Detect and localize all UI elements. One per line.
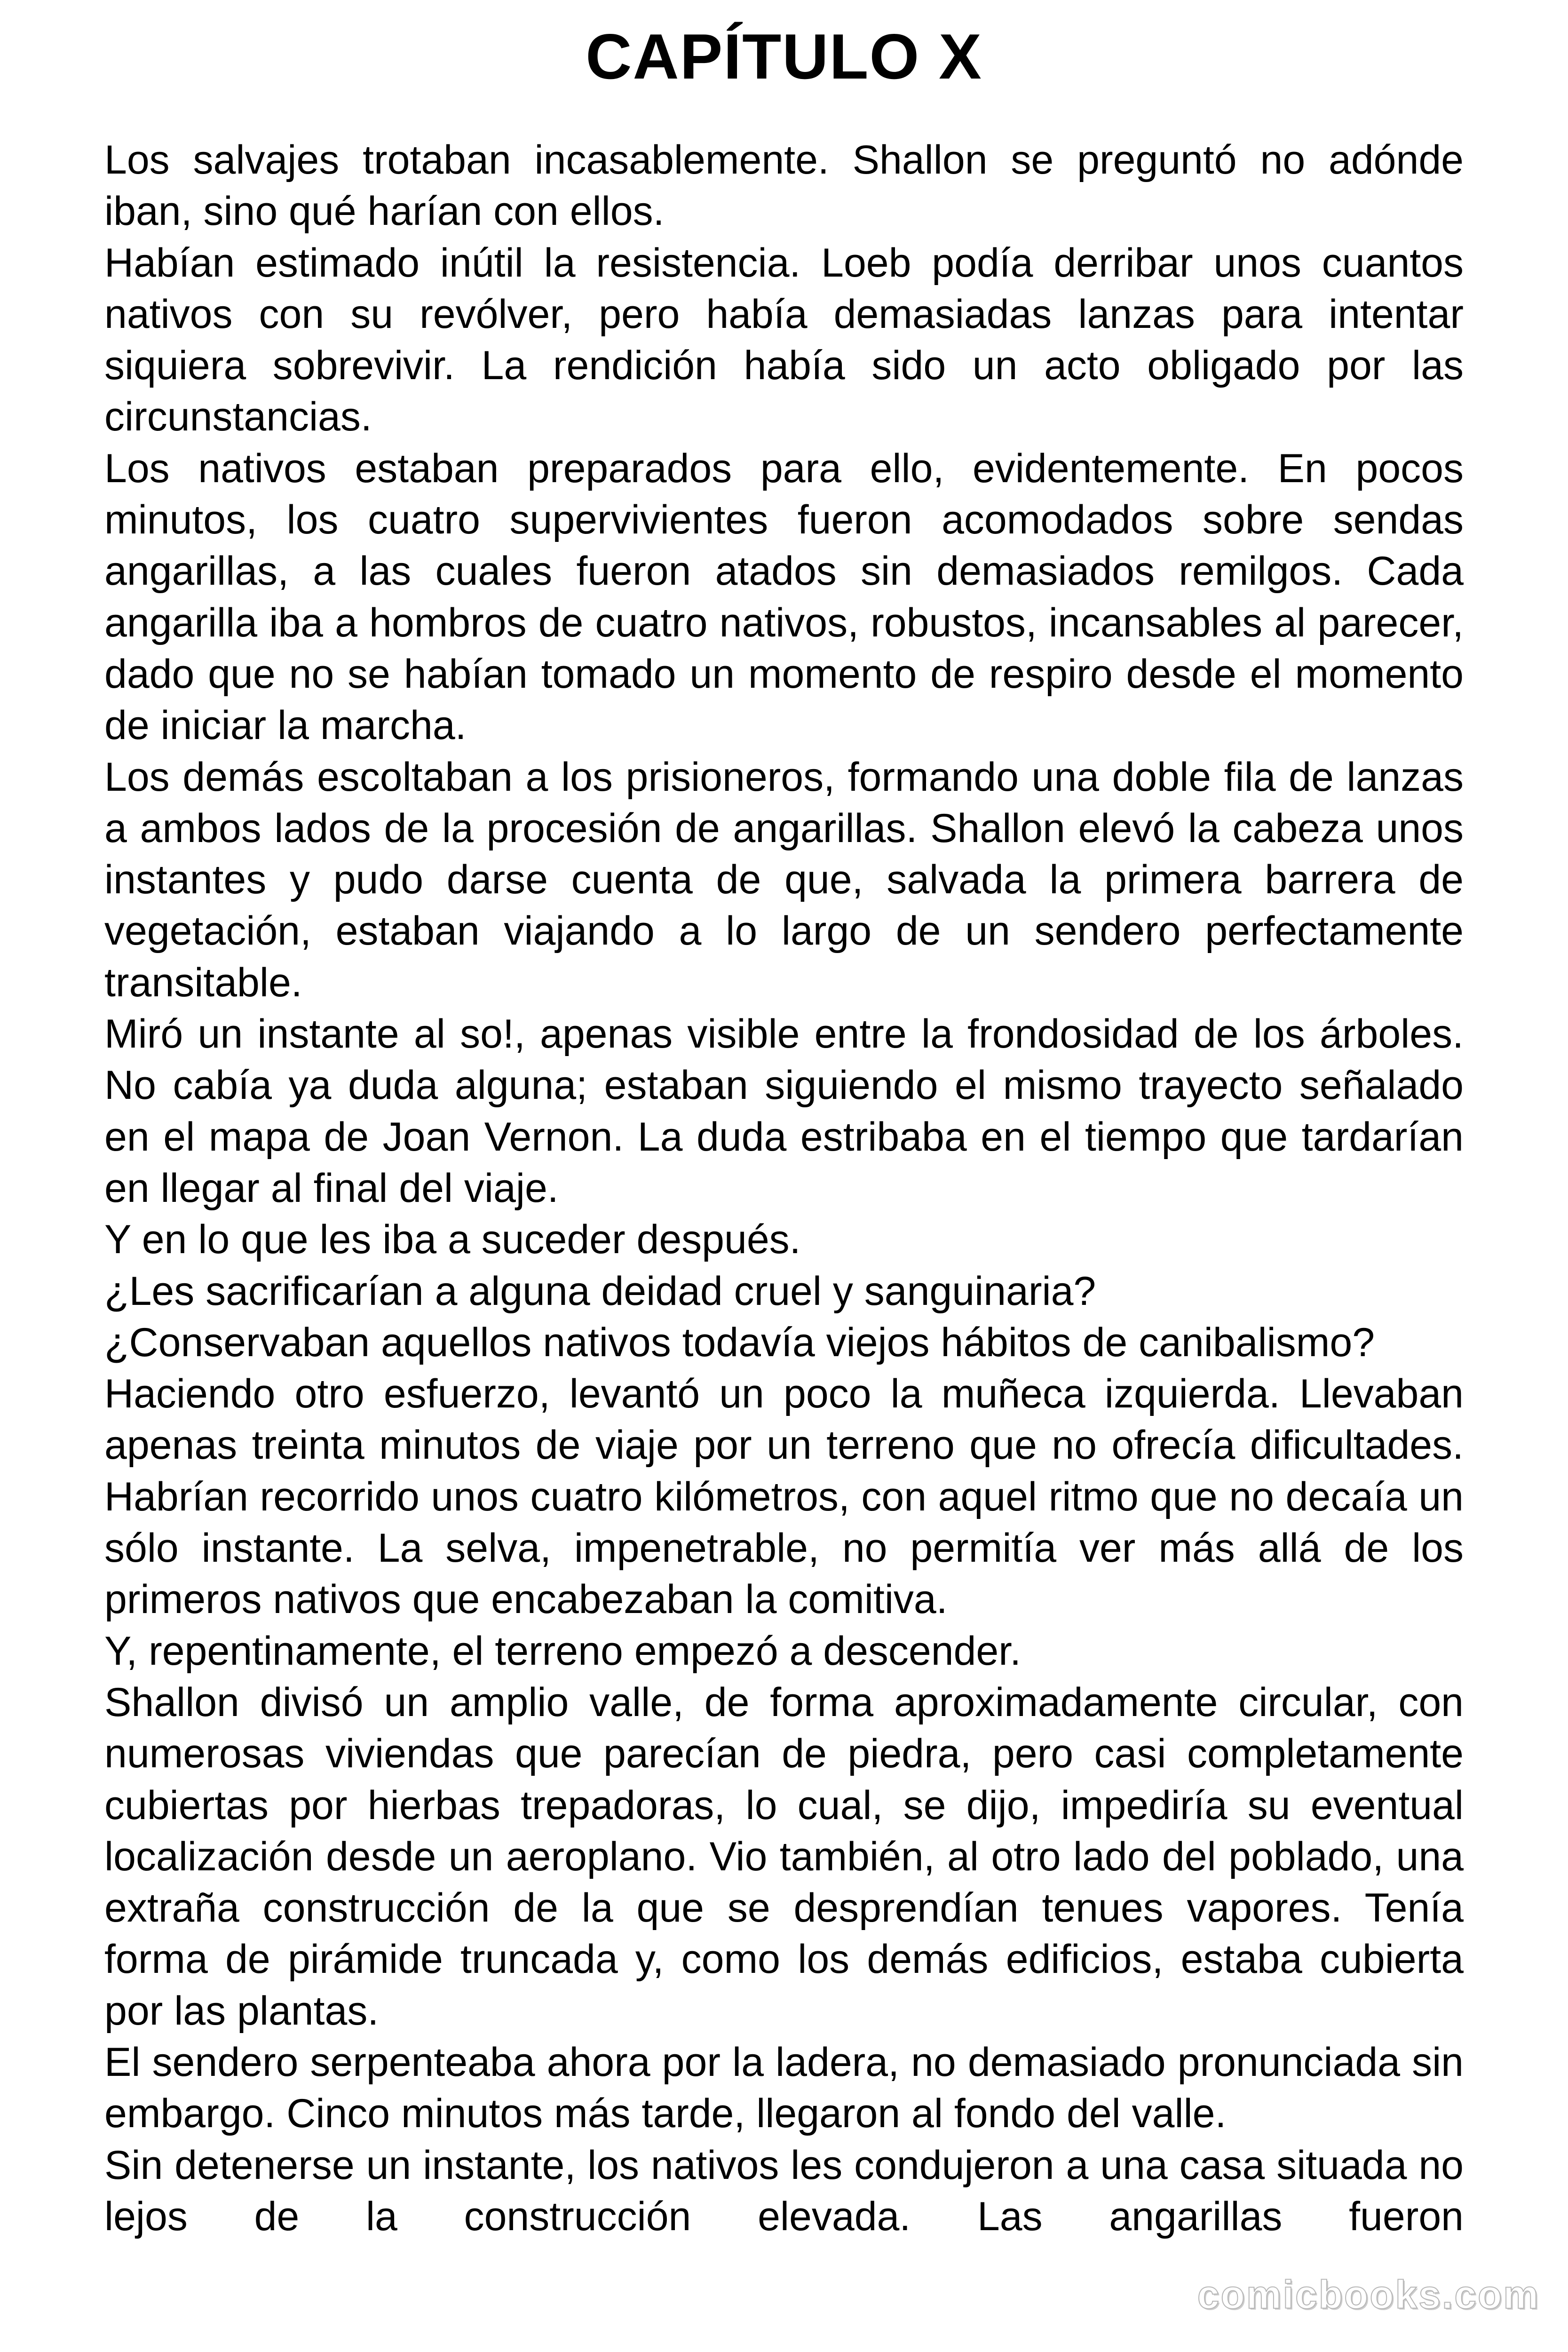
- paragraph: Habían estimado inútil la resistencia. Loeb podía derribar unos cuantos nativos con su revólver, pero había demasiadas lanzas para intentar siquiera sobrevivir. La rendición había sido un acto obligado por las circunstancias.: [104, 240, 1464, 440]
- chapter-body: [104, 135, 1464, 2242]
- paragraph: Y en lo que les iba a suceder después.: [104, 1217, 801, 1263]
- paragraph: ¿Les sacrificarían a alguna deidad cruel y sanguinaria?: [104, 1268, 1096, 1314]
- paragraph: Miró un instante al so!, apenas visible entre la frondosidad de los árboles. No cabía ya duda alguna; estaban siguiendo el mismo trayecto señalado en el mapa de Joan Vernon. La duda estribaba en el tiempo que tardarían en llegar al final del viaje.: [104, 1011, 1464, 1211]
- paragraph: Los demás escoltaban a los prisioneros, formando una doble fila de lanzas a ambos lados de la procesión de angarillas. Shallon elevó la cabeza unos instantes y pudo darse cuenta de que, salvada la primera barrera de vegetación, estaban viajando a lo largo de un sendero perfectamente transitable.: [104, 754, 1464, 1005]
- chapter-title: CAPÍTULO X: [586, 21, 982, 92]
- paragraph: Los nativos estaban preparados para ello, evidentemente. En pocos minutos, los cuatro supervivientes fueron acomodados sobre sendas angarillas, a las cuales fueron atados sin demasiados remilgos. Cada angarilla iba a hombros de cuatro nativos, robustos, incansables al parecer, dado que no se habían tomado un momento de respiro desde el momento de iniciar la marcha.: [104, 445, 1464, 748]
- paragraph: Shallon divisó un amplio valle, de forma aproximadamente circular, con numerosas viviendas que parecían de piedra, pero casi completamente cubiertas por hierbas trepadoras, lo cual, se dijo, impediría su eventual localización desde un aeroplano. Vio también, al otro lado del poblado, una extraña construcción de la que se desprendían tenues vapores. Tenía forma de pirámide truncada y, como los demás edificios, estaba cubierta por las plantas.: [104, 1679, 1464, 2034]
- paragraph: Haciendo otro esfuerzo, levantó un poco la muñeca izquierda. Llevaban apenas treinta minutos de viaje por un terreno que no ofrecía dificultades. Habrían recorrido unos cuatro kilómetros, con aquel ritmo que no decaía un sólo instante. La selva, impenetrable, no permitía ver más allá de los primeros nativos que encabezaban la comitiva.: [104, 1371, 1464, 1622]
- paragraph: ¿Conservaban aquellos nativos todavía viejos hábitos de canibalismo?: [104, 1319, 1375, 1365]
- paragraph: Los salvajes trotaban incasablemente. Shallon se preguntó no adónde iban, sino qué harían con ellos.: [104, 137, 1464, 234]
- paragraph: El sendero serpenteaba ahora por la ladera, no demasiado pronunciada sin embargo. Cinco minutos más tarde, llegaron al fondo del valle.: [104, 2039, 1464, 2137]
- watermark: comicbooks.com: [1197, 2273, 1540, 2317]
- paragraph: Y, repentinamente, el terreno empezó a descender.: [104, 1628, 1022, 1674]
- paragraph: Sin detenerse un instante, los nativos les condujeron a una casa situada no lejos de la construcción elevada. Las angarillas fueron: [104, 2142, 1464, 2239]
